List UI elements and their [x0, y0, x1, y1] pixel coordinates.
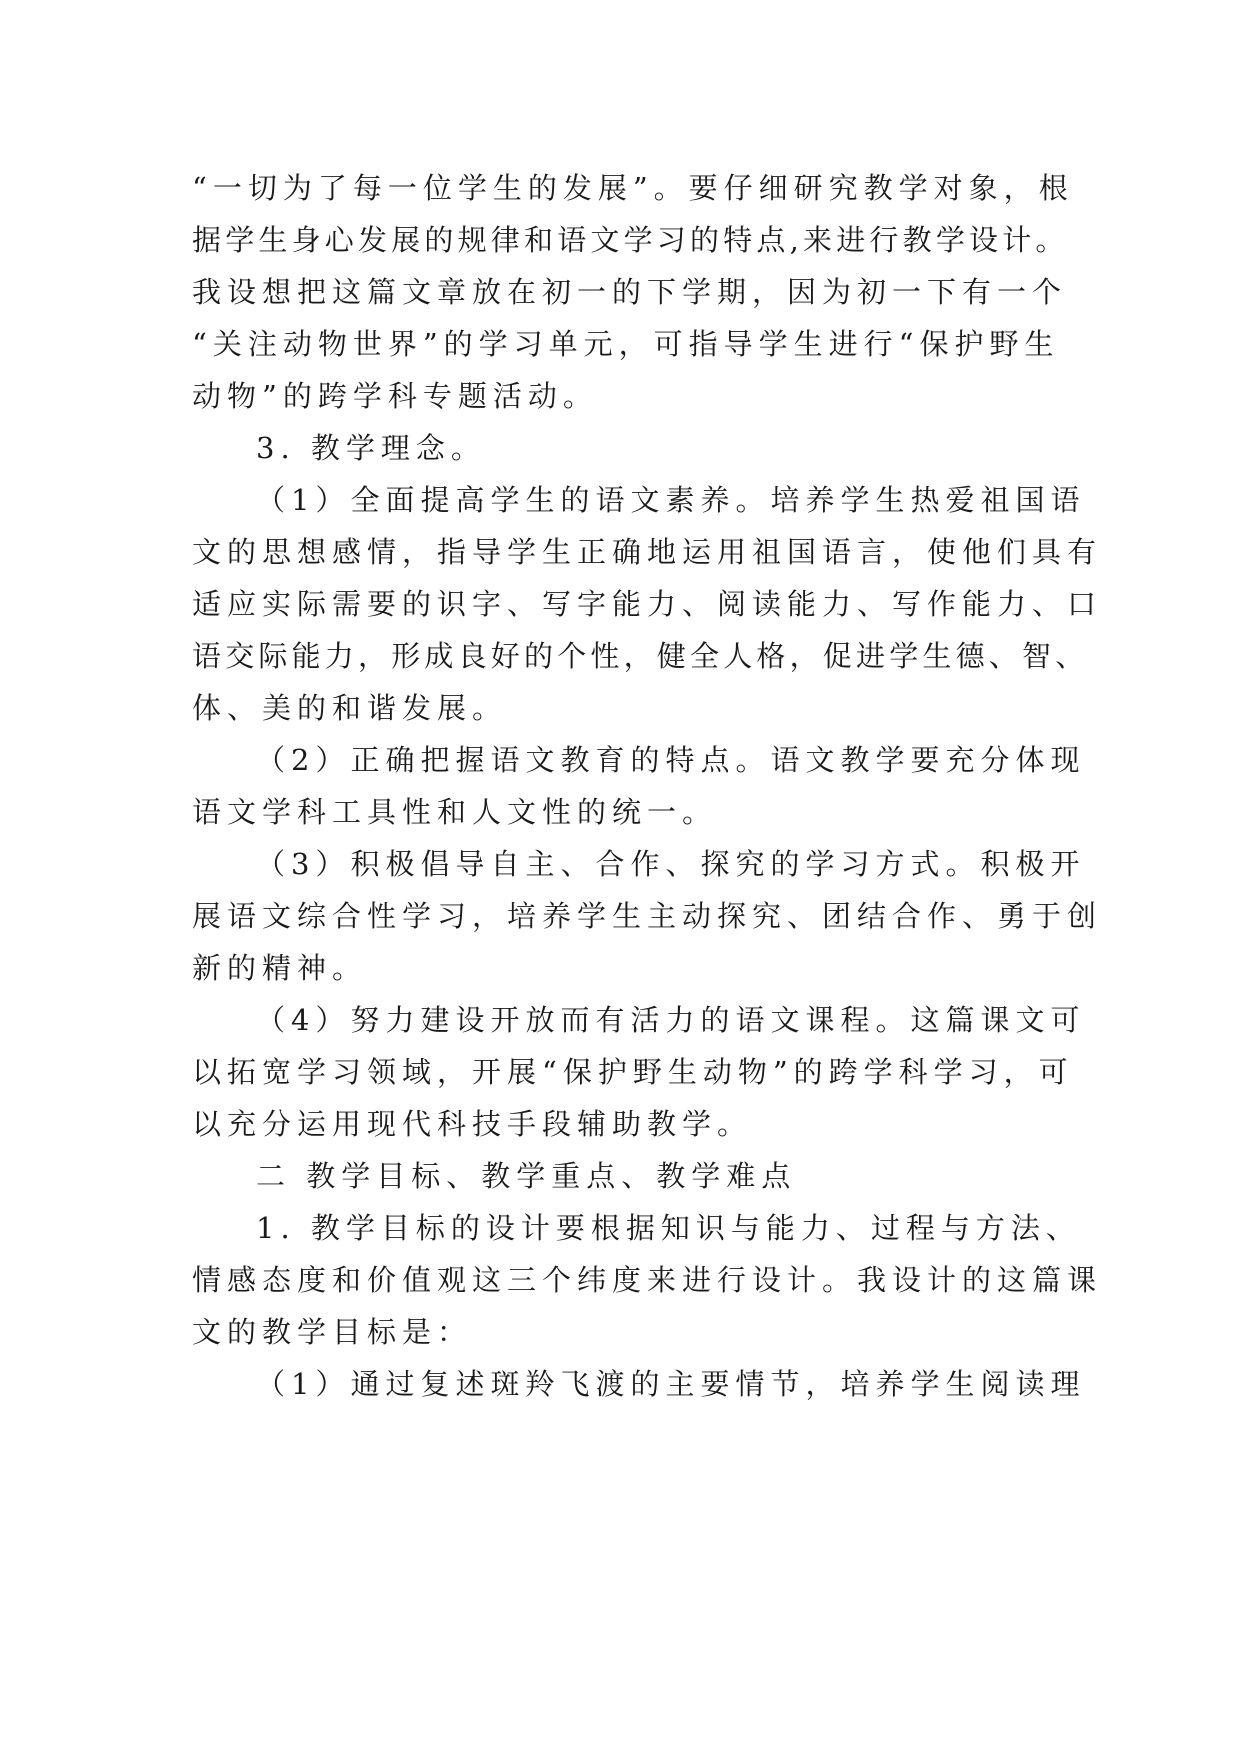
text-line: 语文学科工具性和人文性的统一。 — [192, 795, 718, 829]
text-line: 展语文综合性学习，培养学生主动探究、团结合作、勇于创 — [192, 899, 1103, 933]
section-heading: 二 教学目标、教学重点、教学难点 — [256, 1159, 797, 1193]
section-heading: 3. 教学理念。 — [256, 431, 486, 465]
text-line: 体、美的和谐发展。 — [192, 691, 508, 725]
text-line: 动物”的跨学科专题活动。 — [192, 379, 598, 413]
text-line: 文的教学目标是： — [192, 1315, 473, 1349]
text-line: （4）努力建设开放而有活力的语文课程。这篇课文可 — [256, 1003, 1086, 1037]
text-line: （3）积极倡导自主、合作、探究的学习方式。积极开 — [256, 847, 1086, 881]
text-line: （2）正确把握语文教育的特点。语文教学要充分体现 — [256, 743, 1086, 777]
text-line: （1）全面提高学生的语文素养。培养学生热爱祖国语 — [256, 483, 1086, 517]
text-line: （1）通过复述斑羚飞渡的主要情节，培养学生阅读理 — [256, 1367, 1086, 1401]
text-line: “一切为了每一位学生的发展”。要仔细研究教学对象，根 — [192, 171, 1074, 205]
text-line: 我设想把这篇文章放在初一的下学期，因为初一下有一个 — [192, 275, 1068, 309]
text-line: 以充分运用现代科技手段辅助教学。 — [192, 1107, 753, 1141]
text-line: 适应实际需要的识字、写字能力、阅读能力、写作能力、口 — [192, 587, 1103, 621]
text-line: 新的精神。 — [192, 951, 368, 985]
text-line: 语交际能力，形成良好的个性，健全人格，促进学生德、智、 — [192, 639, 1089, 673]
text-line: “关注动物世界”的学习单元，可指导学生进行“保护野生 — [192, 327, 1060, 361]
text-line: 据学生身心发展的规律和语文学习的特点,来进行教学设计。 — [192, 223, 1069, 257]
text-line: 文的思想感情，指导学生正确地运用祖国语言，使他们具有 — [192, 535, 1103, 569]
text-line: 以拓宽学习领域，开展“保护野生动物”的跨学科学习，可 — [192, 1055, 1074, 1089]
text-line: 1. 教学目标的设计要根据知识与能力、过程与方法、 — [256, 1211, 1081, 1245]
text-line: 情感态度和价值观这三个纬度来进行设计。我设计的这篇课 — [192, 1263, 1103, 1297]
